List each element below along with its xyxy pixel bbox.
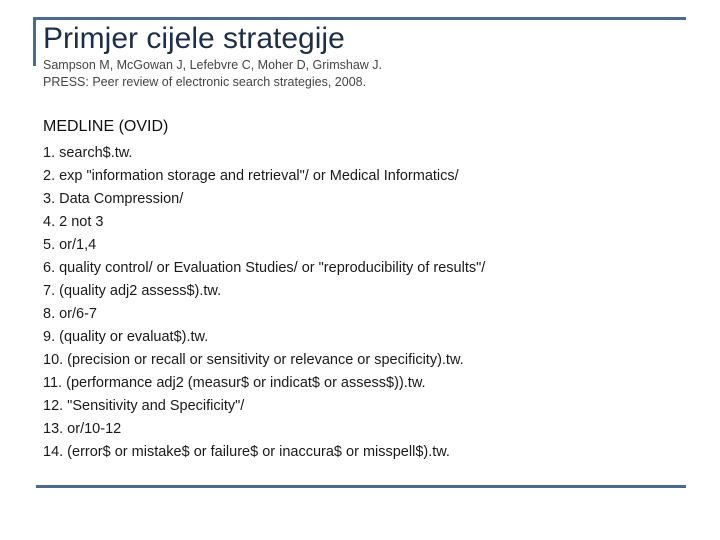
strategy-line: 11. (performance adj2 (measur$ or indicat$ or assess$)).tw. (43, 375, 426, 391)
strategy-line: 14. (error$ or mistake$ or failure$ or inaccura$ or misspell$).tw. (43, 444, 450, 460)
strategy-line: 8. or/6-7 (43, 306, 97, 322)
slide-title: Primjer cijele strategije (43, 22, 345, 55)
strategy-line: 7. (quality adj2 assess$).tw. (43, 283, 222, 299)
frame-bottom-line (36, 485, 686, 488)
strategy-line: 12. "Sensitivity and Specificity"/ (43, 398, 245, 414)
search-strategy-list (43, 142, 485, 464)
strategy-line: 1. search$.tw. (43, 145, 133, 161)
citation-line: Sampson M, McGowan J, Lefebvre C, Moher D, Grimshaw J. (43, 58, 382, 72)
citation (43, 57, 382, 91)
strategy-line: 10. (precision or recall or sensitivity or relevance or specificity).tw. (43, 352, 464, 368)
citation-line: PRESS: Peer review of electronic search strategies, 2008. (43, 75, 367, 89)
strategy-line: 2. exp "information storage and retrieval"/ or Medical Informatics/ (43, 168, 459, 184)
strategy-line: 4. 2 not 3 (43, 214, 104, 230)
frame-left-line (33, 17, 36, 66)
frame-top-line (33, 17, 686, 20)
strategy-line: 13. or/10-12 (43, 421, 122, 437)
strategy-line: 9. (quality or evaluat$).tw. (43, 329, 209, 345)
strategy-line: 5. or/1,4 (43, 237, 97, 253)
strategy-line: 3. Data Compression/ (43, 191, 184, 207)
strategy-line: 6. quality control/ or Evaluation Studies/ or "reproducibility of results"/ (43, 260, 486, 276)
section-heading: MEDLINE (OVID) (43, 118, 169, 135)
